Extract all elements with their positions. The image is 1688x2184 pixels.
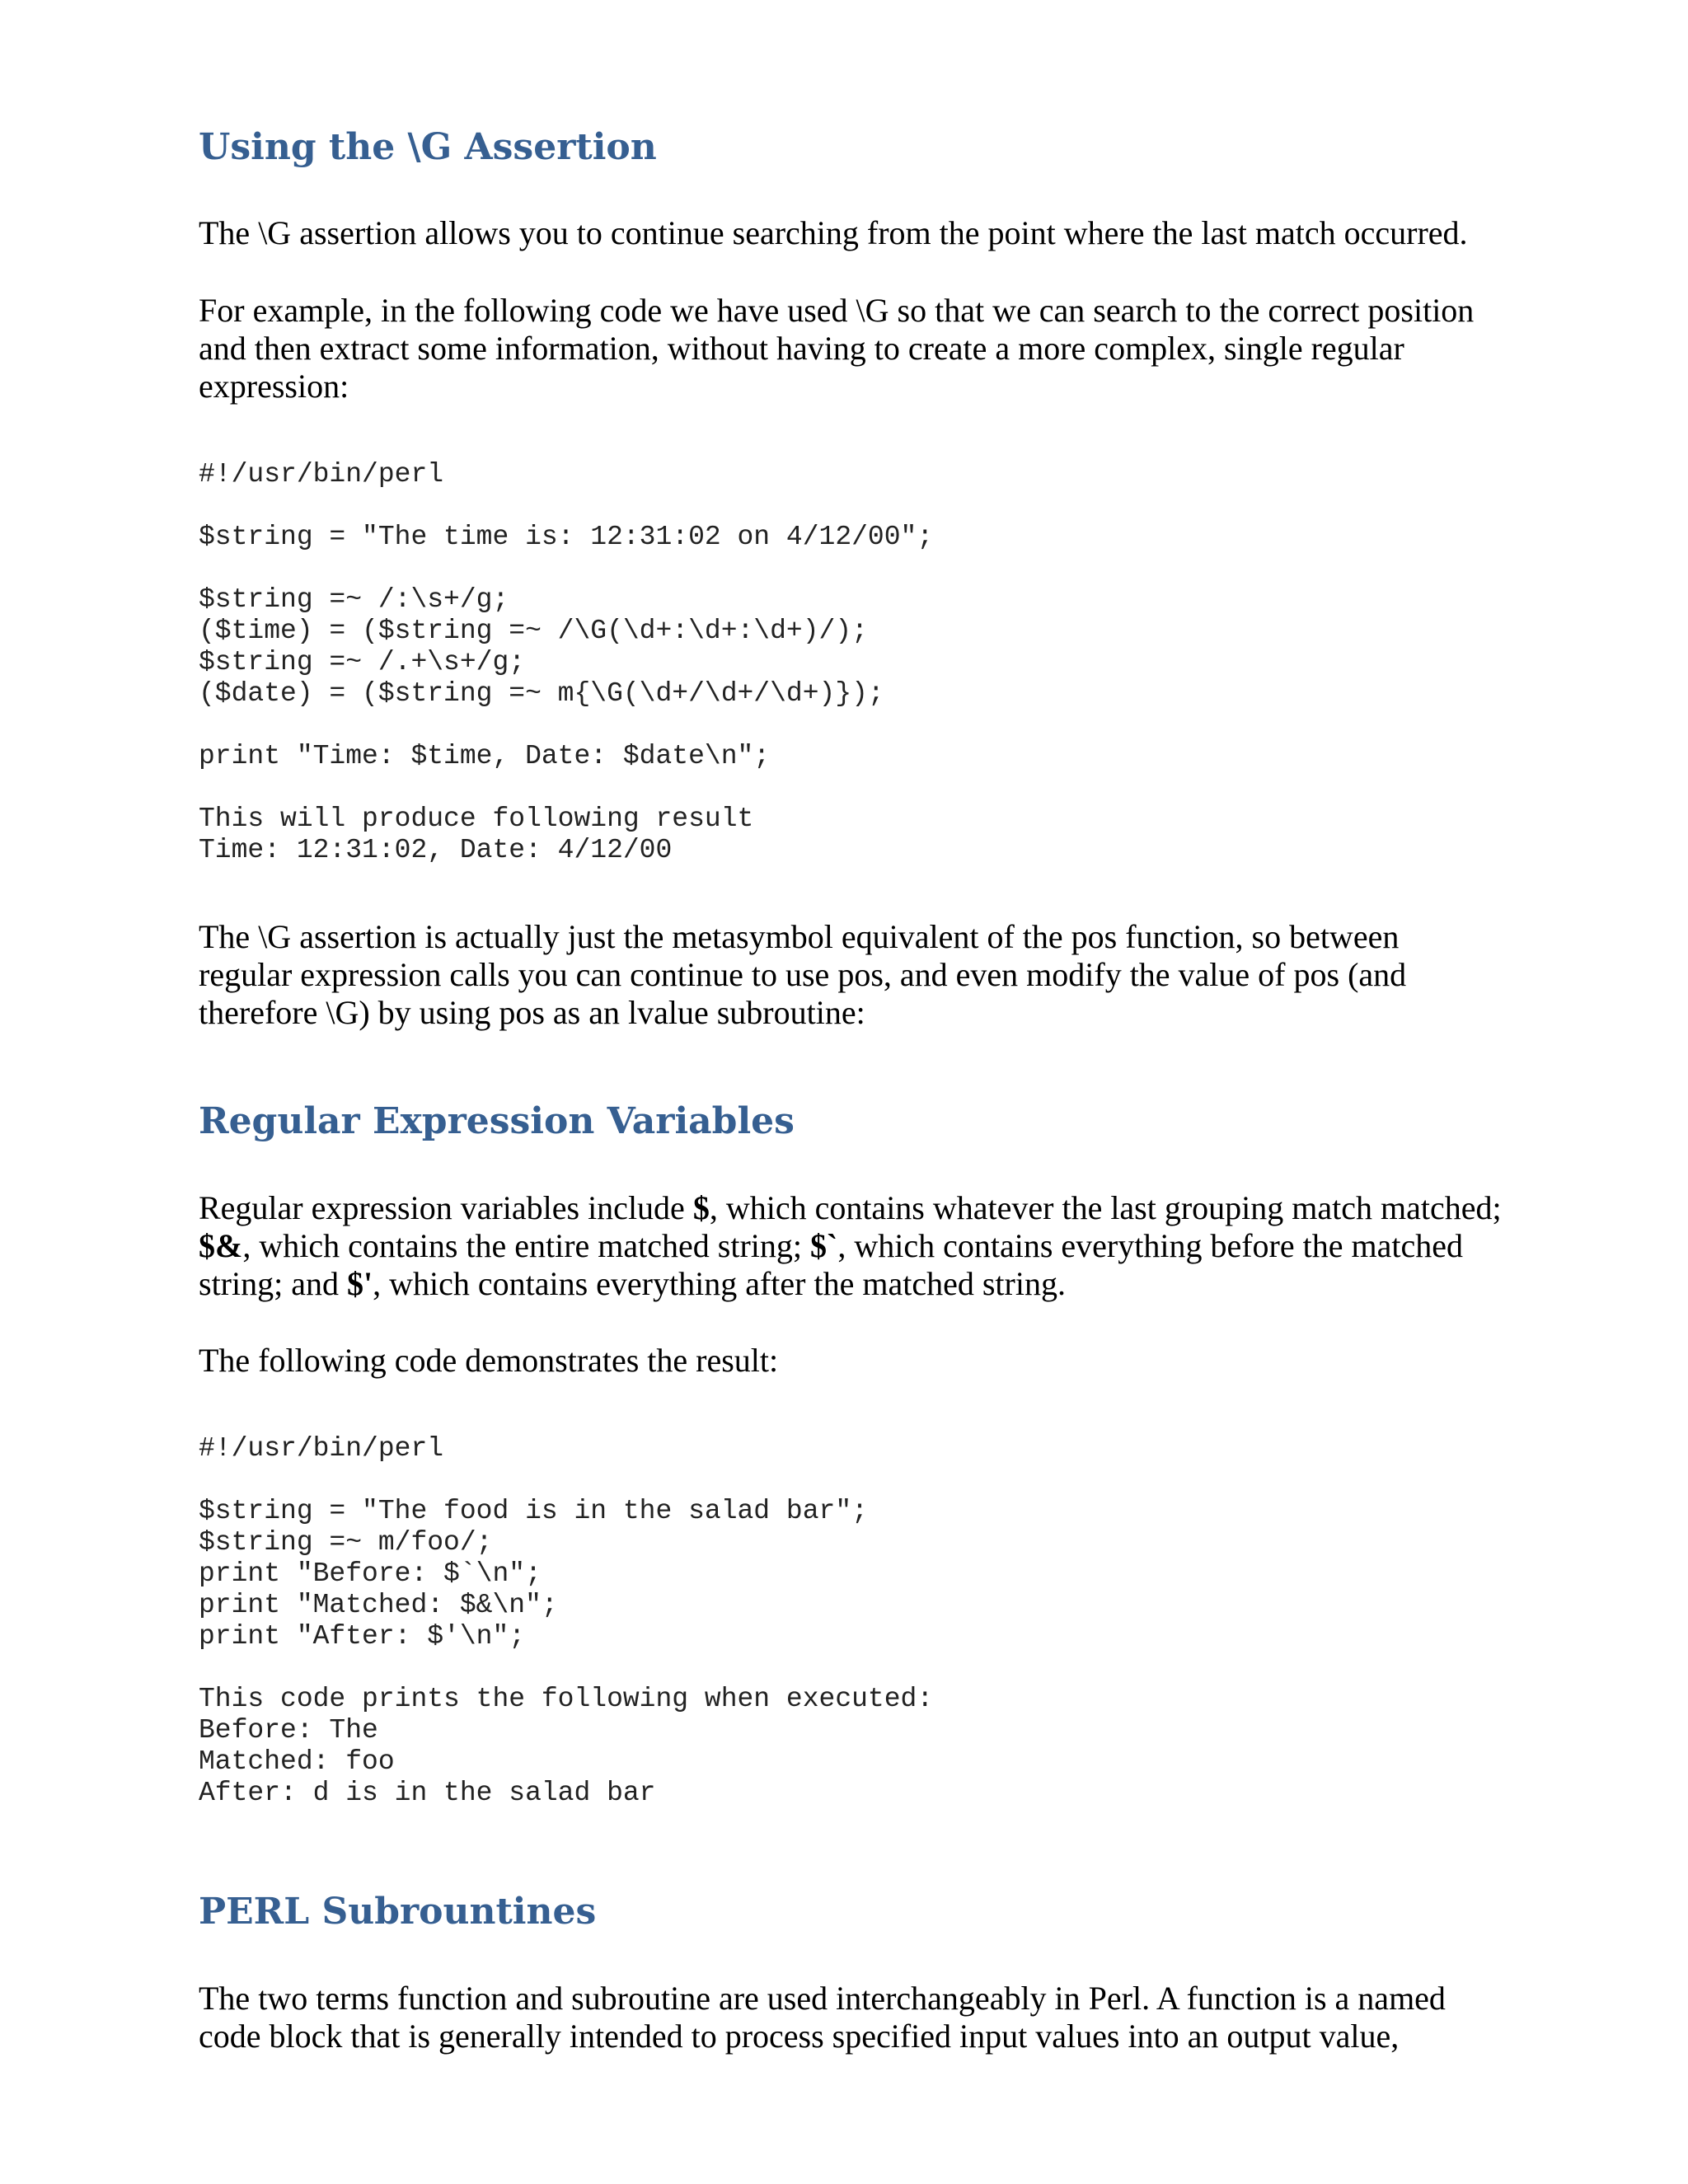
section-heading-subroutines: PERL Subrountines	[199, 1891, 597, 1933]
text-fragment: , which contains everything after the matched string.	[373, 1265, 1066, 1302]
paragraph-g-pos: The \G assertion is actually just the metasymbol equivalent of the pos function, so between regular expression calls you can continue to use pos, and even modify the value of pos (and therefore \G) by using pos as an lvalue subroutine:	[199, 918, 1407, 1031]
section-heading-g-assertion: Using the \G Assertion	[199, 126, 657, 168]
text-fragment: , which contains whatever the last grouping match matched;	[709, 1189, 1502, 1226]
code-block-regex-variables: #!/usr/bin/perl $string = "The food is in the salad bar"; $string =~ m/foo/; print "Before: $`\n"; print "Matched: $&\n"; print "After: $'\n"; This code prints the following when executed: Before: The Matched: foo After: d is in the salad bar	[199, 1433, 934, 1808]
paragraph-g-intro: The \G assertion allows you to continue searching from the point where the last match occurred.	[199, 214, 1468, 251]
code-block-g-assertion: #!/usr/bin/perl $string = "The time is: 12:31:02 on 4/12/00"; $string =~ /:\s+/g; ($time) = ($string =~ /\G(\d+:\d+:\d+)/); $string =~ /.+\s+/g; ($date) = ($string =~ m{\G(\d+/\d+/\d+)}); print "Time: $time, Date: $date\n"; This will produce following result Time: 12:31:02, Date: 4/12/00	[199, 459, 934, 865]
match-variable: $&	[199, 1227, 243, 1264]
paragraph-demonstrates: The following code demonstrates the result:	[199, 1342, 779, 1379]
text-fragment: Regular expression variables include	[199, 1189, 693, 1226]
paragraph-regex-variables	[199, 1189, 1509, 1303]
prematch-variable: $`	[810, 1227, 838, 1264]
paragraph-g-example: For example, in the following code we have used \G so that we can search to the correct position and then extract some information, without having to create a more complex, single regular expression:	[199, 292, 1475, 405]
text-fragment: , which contains the entire matched string;	[242, 1227, 811, 1264]
postmatch-variable: $'	[346, 1265, 373, 1302]
paragraph-subroutines: The two terms function and subroutine are used interchangeably in Perl. A function is a named code block that is generally intended to process specified input values into an output value,	[199, 1980, 1446, 2055]
dollar-variable: $	[692, 1189, 710, 1226]
section-heading-regex-variables: Regular Expression Variables	[199, 1100, 795, 1142]
text-fragment: , which contains everything before the matched string; and	[199, 1227, 1463, 1302]
